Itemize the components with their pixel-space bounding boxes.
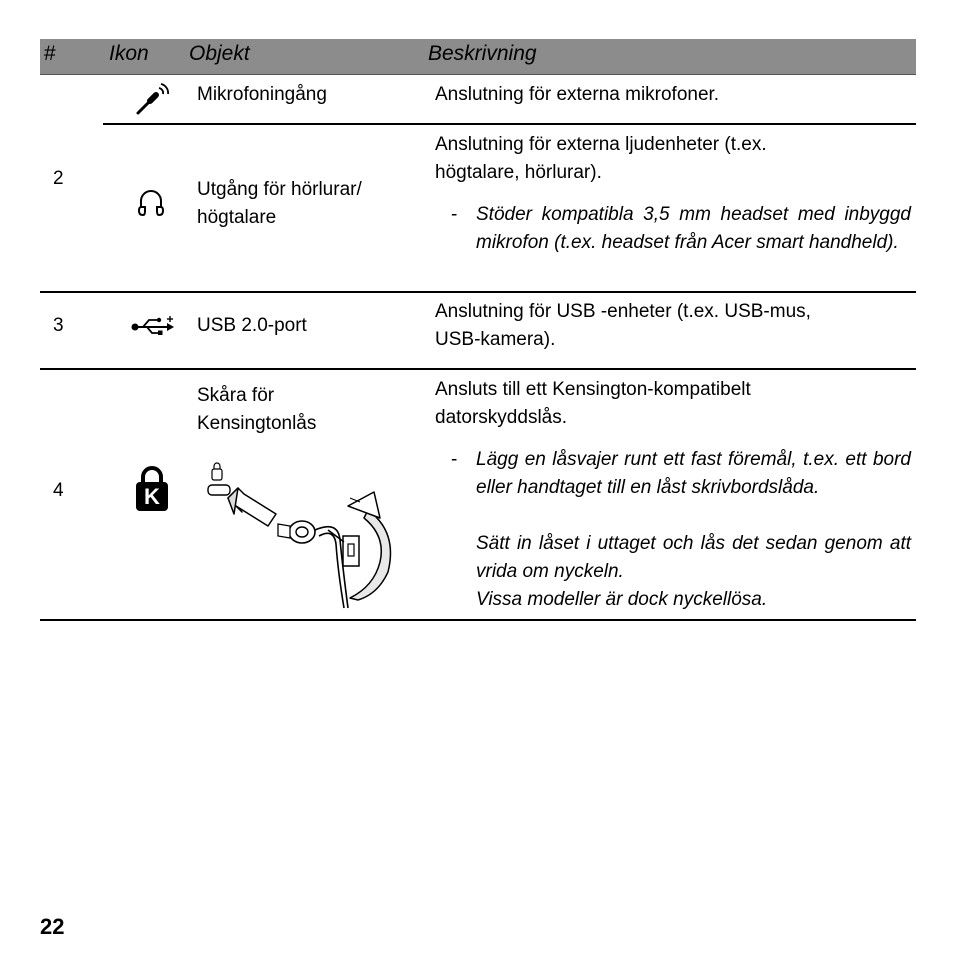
table-bottom-border [40, 619, 916, 621]
microphone-icon [135, 84, 171, 116]
row4-description-line2: datorskyddslås. [435, 407, 568, 428]
page-number: 22 [40, 914, 65, 939]
row2-bullet: - [451, 204, 458, 225]
row2-object-line2: högtalare [197, 207, 277, 228]
row1-object: Mikrofoningång [197, 84, 327, 105]
row4-object-line1: Skåra för [197, 385, 275, 406]
row-divider [40, 291, 916, 293]
row2-object-line1: Utgång för hörlurar/ [197, 179, 362, 200]
row4-note2: Sätt in låset i uttaget och lås det sedan genom att vrida om nyckeln. [476, 533, 911, 582]
header-icon: Ikon [109, 42, 149, 65]
header-description: Beskrivning [428, 42, 537, 65]
usb-icon [131, 314, 177, 338]
row-divider [40, 368, 916, 370]
row4-bullet: - [451, 449, 458, 470]
row3-description-line1: Anslutning för USB -enheter (t.ex. USB-mus, [435, 301, 811, 322]
row1-description: Anslutning för externa mikrofoner. [435, 84, 720, 105]
row3-description-line2: USB-kamera). [435, 329, 556, 350]
row2-description-line1: Anslutning för externa ljudenheter (t.ex. [435, 134, 767, 155]
row2-note: Stöder kompatibla 3,5 mm headset med inbyggd mikrofon (t.ex. headset från Acer smart handheld). [476, 204, 911, 253]
row3-number: 3 [53, 315, 64, 336]
row4-note3: Vissa modeller är dock nyckellösa. [476, 589, 768, 610]
table-header [40, 39, 916, 75]
lock-illustration [198, 462, 408, 612]
header-number: # [44, 42, 56, 65]
row-divider [103, 123, 916, 125]
row2-number: 2 [53, 168, 64, 189]
row4-description-line1: Ansluts till ett Kensington-kompatibelt [435, 379, 751, 400]
kensington-letter: K [144, 484, 160, 509]
header-object: Objekt [189, 42, 250, 65]
row3-object: USB 2.0-port [197, 315, 307, 336]
row4-object-line2: Kensingtonlås [197, 413, 317, 434]
kensington-lock-icon [135, 466, 169, 512]
headphones-icon [137, 188, 165, 218]
row4-note: Lägg en låsvajer runt ett fast föremål, t.ex. ett bord eller handtaget till en låst skrivbordslåda. [476, 449, 911, 498]
row2-description-line2: högtalare, hörlurar). [435, 162, 602, 183]
row4-number: 4 [53, 480, 64, 501]
